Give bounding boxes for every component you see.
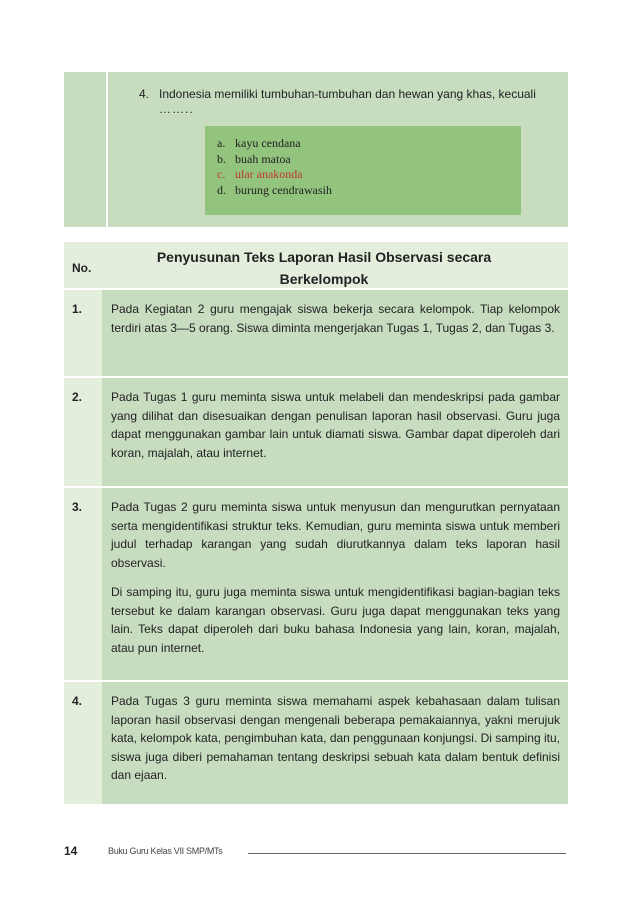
option-letter: c.: [217, 167, 226, 181]
option-text: buah matoa: [235, 151, 291, 166]
book-title: Buku Guru Kelas VII SMP/MTs: [108, 846, 223, 856]
row-number-cell: [64, 682, 102, 804]
option-b: [217, 152, 509, 168]
option-text: burung cendrawasih: [235, 182, 332, 197]
question-text: [139, 85, 559, 103]
page-footer: [64, 844, 568, 864]
question-number-cell: [64, 72, 108, 227]
header-no: No.: [72, 261, 92, 275]
table-row: [64, 288, 568, 376]
row-number-cell: [64, 290, 102, 376]
page-number: 14: [64, 844, 78, 858]
question-dots: ……..: [159, 102, 194, 116]
row-paragraph: Pada Tugas 3 guru meminta siswa memahami aspek kebahasaan dalam tulisan laporan hasil observasi dengan mengenali beberapa pemakaiannya, yakni merujuk kata, kelompok kata, pengimbuhan kata, dan penggunaan konjungsi. Di samping itu, siswa juga diberi pemahaman tentang deskripsi sebuah kata dalam bentuk definisi dan ejaan.: [111, 694, 560, 782]
row-content: [111, 692, 560, 785]
row-content: [111, 498, 560, 657]
option-text: ular anakonda: [235, 167, 303, 181]
option-a: [217, 136, 509, 152]
options-box: [205, 126, 521, 215]
row-number: 3.: [72, 500, 83, 514]
steps-table: [64, 242, 568, 804]
row-number-cell: [64, 378, 102, 486]
row-paragraph: Di samping itu, guru juga meminta siswa untuk mengidentifikasi bagian-bagian teks tersebut ke dalam karangan observasi. Guru juga dapat menggunakan teks yang lain. Teks dapat diperoleh dari buku bahasa Indonesia yang lain, koran, majalah, atau pun internet.: [111, 585, 560, 655]
header-title: Penyusunan Teks Laporan Hasil Observasi secara Berkelompok: [156, 249, 492, 287]
table-row: [64, 680, 568, 804]
row-number: 4.: [72, 694, 83, 708]
table-header: [64, 242, 568, 288]
row-paragraph: Pada Kegiatan 2 guru mengajak siswa bekerja secara kelompok. Tiap kelompok terdiri atas 3—5 orang. Siswa diminta mengerjakan Tugas 1, Tugas 2, dan Tugas 3.: [111, 302, 560, 335]
option-letter: b.: [217, 151, 226, 166]
option-c-answer: [217, 167, 509, 183]
question-panel: [64, 72, 568, 227]
option-letter: a.: [217, 136, 226, 150]
row-number: 1.: [72, 302, 83, 316]
row-content: [111, 388, 560, 462]
table-row: [64, 376, 568, 486]
option-text: kayu cendana: [235, 136, 301, 150]
option-d: [217, 183, 509, 199]
row-paragraph: Pada Tugas 2 guru meminta siswa untuk menyusun dan mengurutkan pernyataan serta mengidentifikasi struktur teks. Kemudian, guru meminta siswa untuk memberi judul terhadap karangan yang sudah diurutkannya dalam teks laporan hasil observasi.: [111, 500, 560, 570]
row-number: 2.: [72, 390, 83, 404]
question-stem: Indonesia memiliki tumbuhan-tumbuhan dan hewan yang khas, kecuali: [159, 87, 536, 101]
footer-rule: [248, 853, 566, 854]
option-letter: d.: [217, 182, 226, 197]
row-number-cell: [64, 488, 102, 680]
row-paragraph: Pada Tugas 1 guru meminta siswa untuk melabeli dan mendeskripsi pada gambar yang dilihat dan disesuaikan dengan penulisan laporan hasil observasi. Guru juga dapat menggunakan gambar lain untuk diamati siswa. Gambar dapat diperoleh dari koran, majalah, atau internet.: [111, 390, 560, 460]
question-number: 4.: [139, 87, 150, 101]
row-content: [111, 300, 560, 337]
table-row: [64, 486, 568, 680]
